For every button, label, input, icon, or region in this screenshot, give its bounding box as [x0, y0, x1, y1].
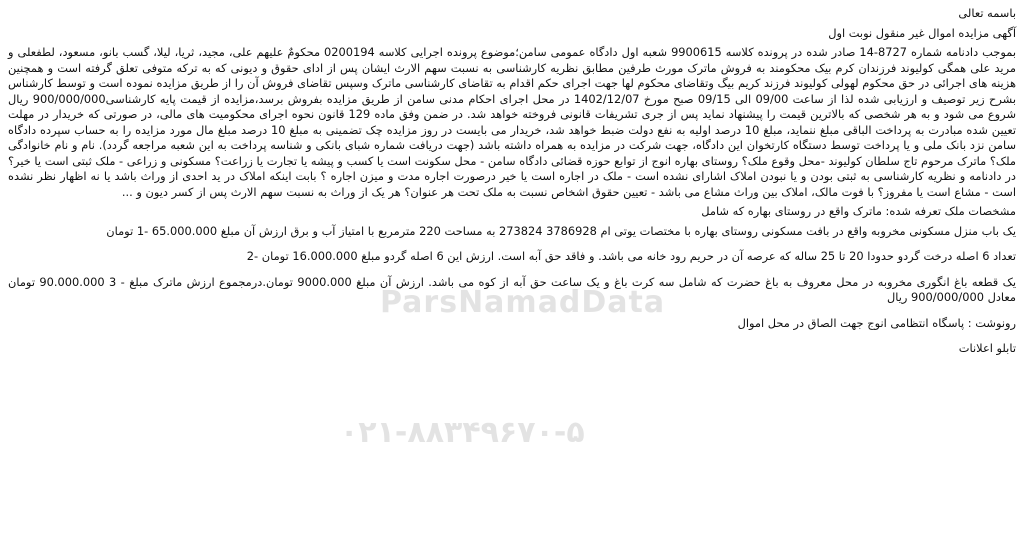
property-spec-heading: مشخصات ملک تعرفه شده: ماترک واقع در روستای بهاره که شامل [701, 204, 1016, 218]
notice-body: بموجب دادنامه شماره 8727-14 صادر شده در پرونده کلاسه 9900615 شعبه اول دادگاه عمومی سامن؛موضوع پرونده اجرایی کلاسه 0200194 محکومٌ علیهم علی، مجید، ثریا، لیلا، گسب بانو، مسعود، لطفعلی و مرید علی همگی کولیوند فرزندان کرم بیک محکومند به فروش ماترک مورث طرفین مطابق نظریه کارشناسی به نسبت سهم الارث ایشان پس از ادای حقوق و دیونی که به ترکه متوفی تعلق گرفته است و همچنین هزینه های اجرائی در حق محکوم لهولی کولیوند فرزند کریم بیگ وتقاضای محکوم لها جهت اجرای حکم اقدام به تقاضای کارشناسی ماترک وسپس تقاضای فروش آن را از طریق مزایده نموده است و توسط کارشناس بشرح زیر توصیف و ارزیابی شده لذا از ساعت 09/00 الی 09/15 صبح مورخ 1402/12/07 در محل اجرای احکام مدنی سامن از طریق مزایده بفروش برسد،مزایده از قیمت پایه کارشناسی900/000/000 ریال شروع می شود و به هر شخصی که بالاترین قیمت را پیشنهاد نماید پس از جری تشریفات قانونی فروخته خواهد شد. در ضمن وفق ماده 129 قانون نحوه اجرای محکومیت های مالی، در صورتی که خریدار در مهلت تعیین شده مبادرت به پرداخت الباقی مبلغ ننماید، مبلغ 10 درصد اولیه به نفع دولت ضبط خواهد شد، خریدار می بایست در روز مزایده چک تضمینی به مبلغ 10 درصد مبلغ مال مورد مزایده را به حساب سپرده دادگاه سامن نزد بانک ملی و یا پرداخت توسط دستگاه کارتخوان این دادگاه، جهت شرکت در مزایده به همراه داشته باشد (جهت دریافت شماره شبای بانکی و شناسه پرداخت به این شعبه مراجعه گردد). نام و نام خانوادگی ملک؟ ماترک مرحوم تاج سلطان کولیوند -محل وقوع ملک؟ روستای بهاره انوج از توابع حوزه قضائی دادگاه سامن - محل سکونت است یا کسب و پیشه یا تجارت یا زراعت؟ مسکونی و زراعی - ملک ثبتی است یا خیر؟ در دادنامه و نظریه کارشناسی به ثبتی بودن و یا نبودن املاک اشارای نشده است - ملک در اجاره است یا خیر درصورت اجاره مدت و میزن اجاره ؟ بابت اینکه املاک در ید احدی از وراث باشد یا نه اظهار نظر نشده است - مشاع است یا مفروز؟ با فوت مالک، املاک بین وراث مشاع می باشد - تعیین حقوق اشخاص نسبت به ملک تحت هر عنوان؟ هر یک از وراث به نسبت سهم الارث پس از کسر دیون و ... [8, 45, 1016, 199]
copy-note: رونوشت : پاسگاه انتظامی انوج جهت الصاق در محل اموال [737, 315, 1016, 330]
property-item-2: تعداد 6 اصله درخت گردو حدودا 20 تا 25 ساله که عرصه آن در حریم رود خانه می باشد. و فاقد حق آبه است. ارزش این 6 اصله گردو مبلغ 16.000.000 تومان -2 [246, 249, 1016, 263]
property-item-1: یک باب منزل مسکونی مخروبه واقع در بافت مسکونی روستای بهاره با مختصات یوتی ام 3786928 273824 به مساحت 220 مترمربع با امتیاز آب و برق ارزش آن مبلغ 65.000.000 -1 تومان [106, 223, 1016, 238]
basmala: باسمه تعالی [958, 6, 1016, 20]
notice-title: آگهی مزایده اموال غیر منقول نوبت اول [828, 25, 1016, 40]
watermark-brand: ParsNamadData [380, 285, 666, 320]
notice-board: تابلو اعلانات [958, 341, 1016, 355]
watermark-phone: ۰۲۱-۸۸۳۴۹۶۷۰-۵ [340, 415, 585, 450]
property-item-3: یک قطعه باغ انگوری مخروبه در محل معروف به باغ حضرت که شامل سه کرت باغ و یک ساعت حق آبه از کوه می باشد. ارزش آن مبلغ 9000.000 تومان.درمجموع ارزش ماترک مبلغ - 3 90.000.000 تومان معادل 900/000/000 ریال [8, 274, 1017, 304]
